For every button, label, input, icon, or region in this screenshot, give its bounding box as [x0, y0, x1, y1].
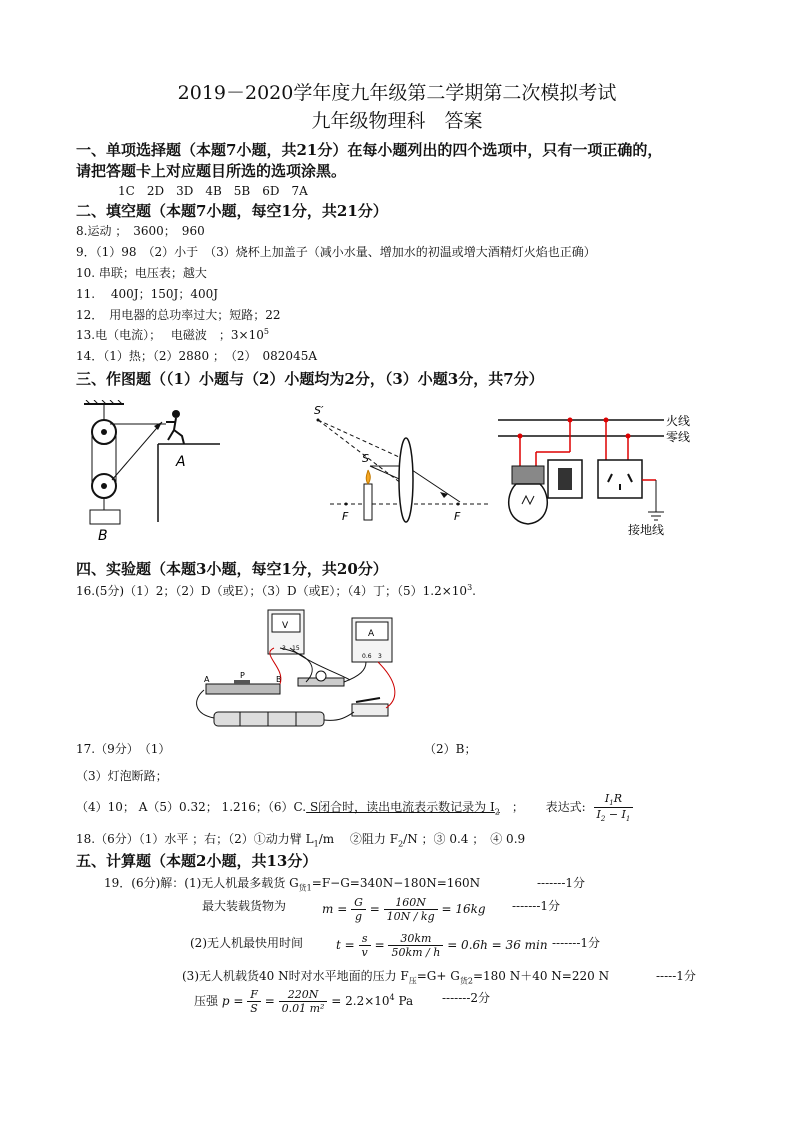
answer-q11: 11. 400J；150J；400J: [76, 287, 219, 301]
exam-title: 2019－2020学年度九年级第二学期第二次模拟考试: [177, 82, 617, 104]
section5-heading: 五、计算题（本题2小题，共13分）: [76, 852, 318, 870]
answer-q12: 12． 用电器的总功率过大；短路；22: [76, 308, 281, 322]
section1-heading-line2: 请把答题卡上对应题目所选的选项涂黑。: [76, 162, 347, 180]
answer-q16: 16.(5分)（1）2；（2）D（或E）；（3）D（或E）；（4）丁；$(5)1.2\times 10^3$.: [76, 583, 476, 598]
lens-figure: [310, 400, 500, 525]
q19-step4: (3)无人机载货40 N时对水平地面的压力 $F_压=G+ G_{货2}=180$ N＋40 N=220 N: [182, 969, 610, 986]
label-a: A: [176, 454, 186, 470]
ammeter-label: A: [368, 629, 375, 639]
answer-q17-part1: 17.（9分） （1）: [76, 742, 171, 756]
ammeter-terminal-3: 3: [378, 653, 382, 660]
rheostat-label-a: A: [204, 675, 210, 684]
label-ground-wire: 接地线: [628, 523, 665, 537]
section1-heading-line1: 一、单项选择题（本题7小题，共21分）在每小题列出的四个选项中，只有一项正确的，: [76, 141, 663, 159]
voltmeter-terminal-3: 3: [282, 645, 286, 652]
q19-step2-formula: m = $\frac{G}{g}$ = $\frac{160N}{10N / kg}$ = 16kg: [322, 896, 486, 923]
answer-q8: 8.运动 ； 3600； 960: [76, 224, 205, 238]
section3-heading: 三、作图题（（1）小题与（2）小题均为2分，（3）小题3分，共7分）: [76, 370, 544, 388]
q19-step5-score: -------2分: [442, 991, 491, 1005]
answer-q18: 18.（6分）（1）水平 ；右；（2）①动力臂 $L_1/m$ ②阻力 $F_2/N$ ；③ 0.4 ； ④ 0.9: [76, 832, 526, 849]
label-s-prime: S′: [314, 404, 324, 417]
ammeter-terminal-0.6: 0.6: [362, 653, 372, 660]
answer-q14: 14．（1）热；（2）2880 ； （2） 082045A: [76, 349, 318, 363]
pulley-figure: [78, 400, 228, 540]
answer-q13: 13.电（电流）； 电磁波 ；$3\times 10^5$: [76, 327, 269, 342]
circuit-experiment-figure: [190, 604, 430, 744]
label-live-wire: 火线: [666, 414, 691, 428]
section4-heading: 四、实验题（本题3小题，每空1分，共20分）: [76, 560, 388, 578]
q19-step2-label: 最大装载货物为: [202, 899, 287, 913]
q19-step4-score: -----1分: [656, 969, 696, 983]
answer-q10: 10. 串联；电压表；越大: [76, 266, 207, 280]
answer-q17-part2: （2）B；: [424, 742, 477, 756]
section2-heading: 二、填空题（本题7小题，每空1分，共21分）: [76, 202, 388, 220]
label-neutral-wire: 零线: [666, 430, 691, 444]
label-f-right: F: [454, 510, 461, 523]
q19-step3-score: -------1分: [552, 936, 601, 950]
section1-answers: 1C 2D 3D 4B 5B 6D 7A: [118, 184, 308, 198]
label-f-left: F: [342, 510, 349, 523]
q19-step3-formula: t = $\frac{s}{v}$ = $\frac{30km}{50km / h}$ = 0.6h = 36 min: [336, 932, 548, 959]
q19-step1-score: -------1分: [537, 876, 586, 890]
q19-step2-score: -------1分: [512, 899, 561, 913]
answer-q17-part4: （4）10； A（5）0.32； 1.216；（6）C. S闭合时，读出电流表示数记录为 $I_2$ ； 表达式: $\frac{I_1R}{I_2 - I_1}$: [76, 792, 633, 823]
voltmeter-terminal-15: 15: [292, 645, 300, 652]
household-circuit-figure: [498, 404, 718, 544]
rheostat-label-b: B: [276, 675, 282, 684]
label-s: S: [362, 452, 369, 465]
answer-q9: 9．（1）98 （2）小于 （3）烧杯上加盖子（减小水量、增加水的初温或增大酒精灯火焰也正确）: [76, 245, 596, 259]
q19-step3-label: (2)无人机最快用时间: [190, 936, 303, 950]
label-b: B: [98, 528, 108, 540]
q19-step1: 19．(6分)解：(1)无人机最多载货 $G_{货1}=F-G=340N-180N=160N$: [104, 876, 481, 893]
voltmeter-label: V: [282, 621, 289, 631]
q17-expression: $\frac{I_1R}{I_2 - I_1}$: [594, 792, 634, 823]
rheostat-label-p: P: [240, 671, 245, 680]
answer-title: 九年级物理科 答案: [311, 110, 483, 132]
q19-step5: 压强 p = $\frac{F}{S}$ = $\frac{220N}{\text{0.01 m²}}$ = $2.2\times 10^4$ Pa: [194, 988, 414, 1015]
answer-q17-part3: （3）灯泡断路；: [76, 769, 168, 783]
